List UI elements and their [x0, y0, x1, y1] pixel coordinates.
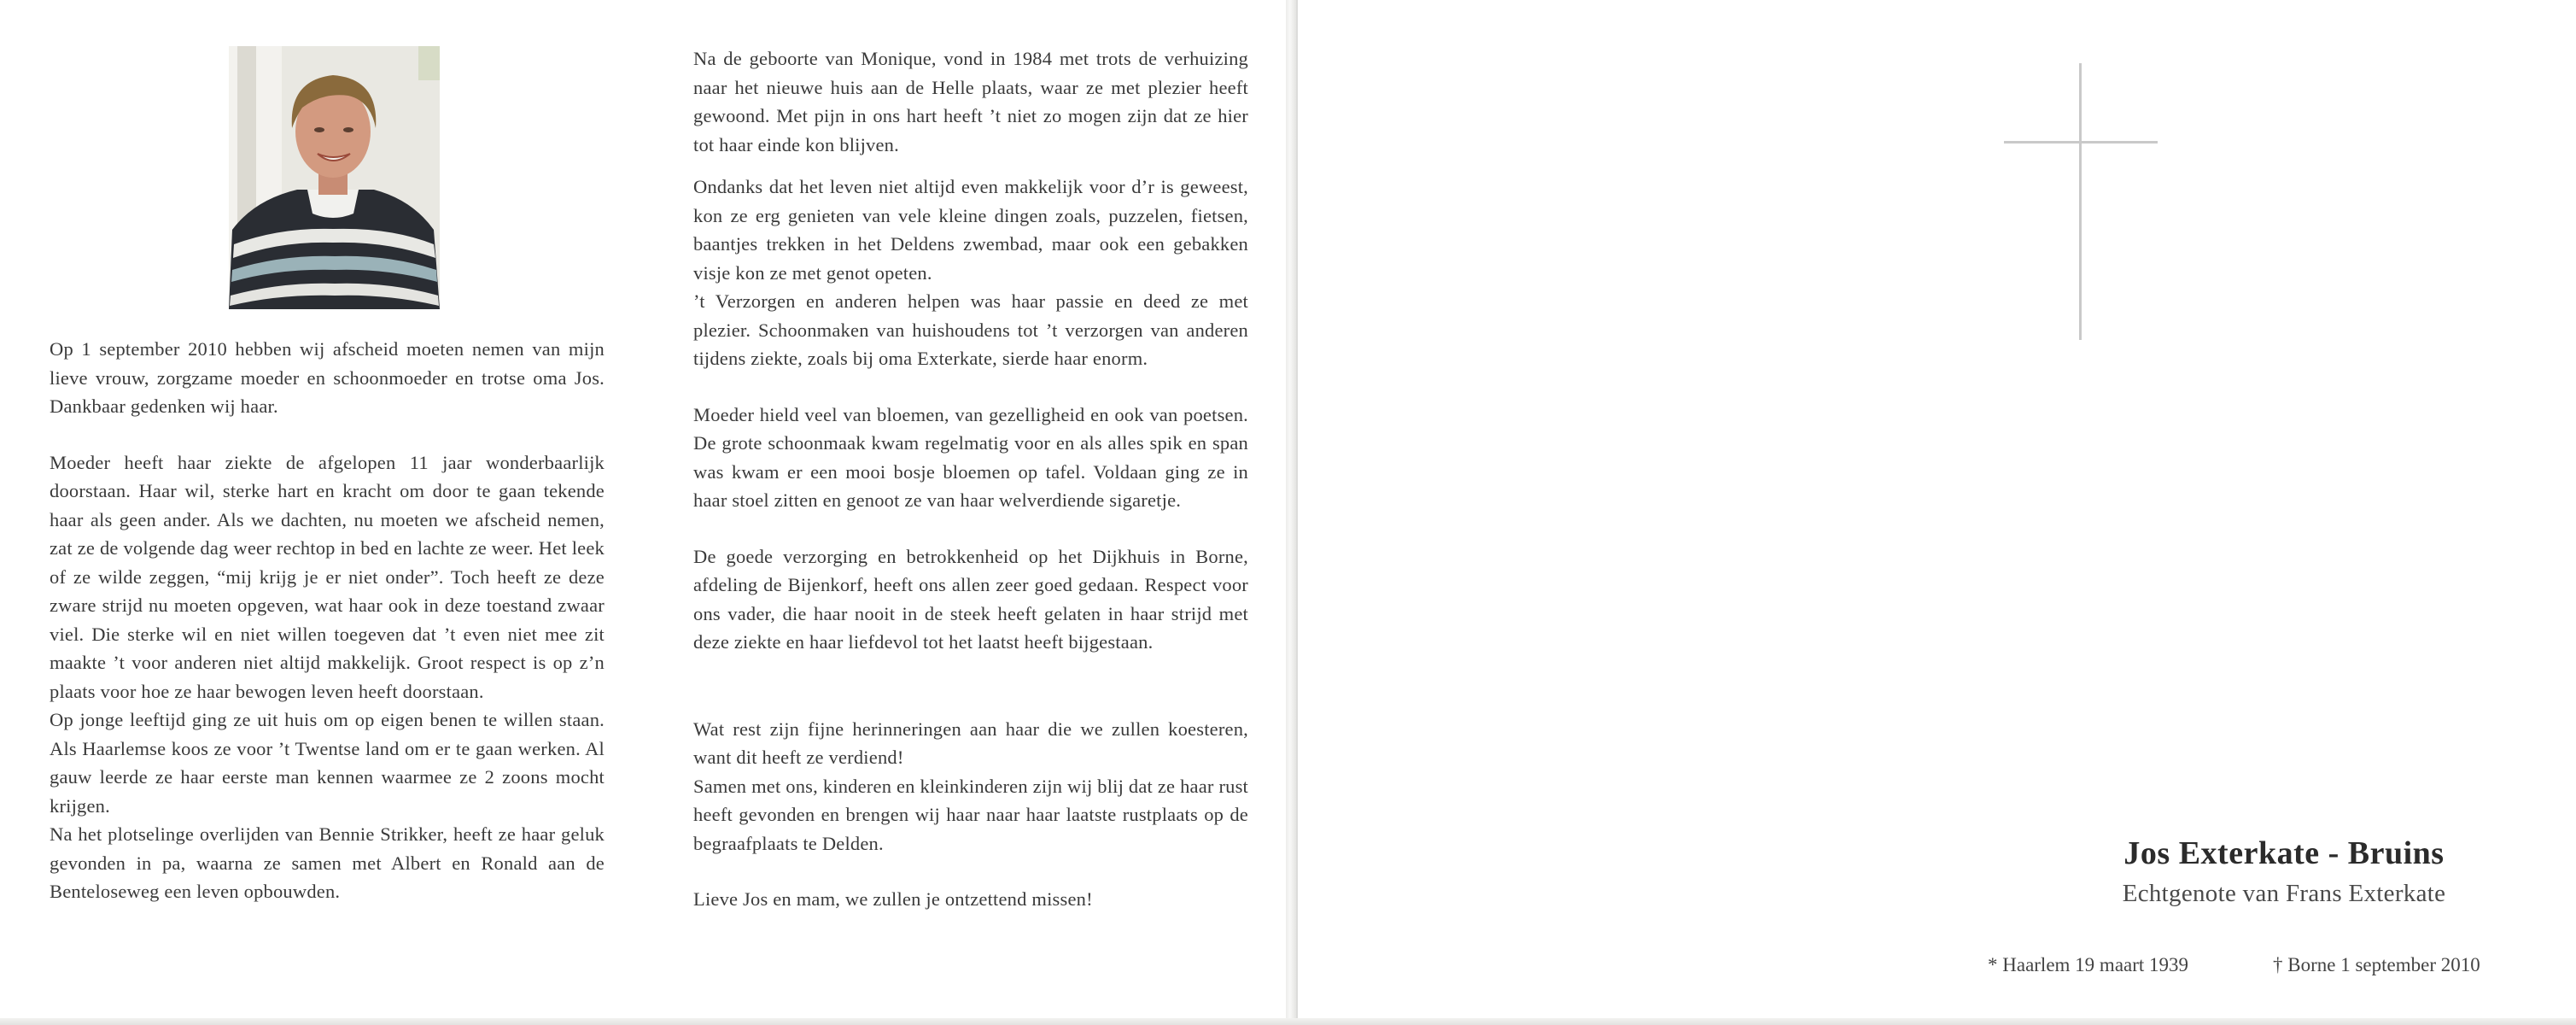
- text-column-left: [50, 335, 605, 906]
- birth-date: * Haarlem 19 maart 1939: [1988, 954, 2189, 975]
- paragraph: Samen met ons, kinderen en kleinkinderen zijn wij blij dat ze haar rust heeft gevonden en brengen wij haar naar haar laatste rustplaats op de begraafplaats te Delden.: [693, 775, 1248, 854]
- portrait-photo: [229, 46, 440, 309]
- spouse-line: Echtgenote van Frans Exterkate: [2122, 880, 2446, 907]
- deceased-name: Jos Exterkate - Bruins: [2123, 835, 2445, 871]
- paragraph: Wat rest zijn fijne herinneringen aan haar die we zullen koesteren, want dit heeft ze verdiend!: [693, 718, 1248, 768]
- text-column-middle: [693, 44, 1248, 914]
- paragraph: De goede verzorging en betrokkenheid op het Dijkhuis in Borne, afdeling de Bijenkorf, heeft ons allen zeer goed gedaan. Respect voor ons vader, die haar nooit in de steek heeft gelaten in haar strijd met deze ziekte en haar liefdevol tot het laatst heeft bijgestaan.: [693, 545, 1248, 653]
- paragraph: Na het plotselinge overlijden van Bennie Strikker, heeft ze haar geluk gevonden in pa, waarna ze samen met Albert en Ronald aan de Benteloseweg een leven opbouwden.: [50, 823, 605, 902]
- paragraph: ’t Verzorgen en anderen helpen was haar passie en deed ze met plezier. Schoonmaken van huishoudens tot ’t verzorgen van anderen tijdens ziekte, zoals bij oma Exterkate, sierde haar enorm.: [693, 290, 1248, 369]
- paragraph: Moeder hield veel van bloemen, van gezelligheid en ook van poetsen. De grote schoonmaak kwam regelmatig voor en als alles spik en span was kwam er een mooi bosje bloemen op tafel. Voldaan ging ze in haar stoel zitten en genoot ze van haar welverdiende sigaretje.: [693, 403, 1248, 511]
- paragraph: Ondanks dat het leven niet altijd even makkelijk voor d’r is geweest, kon ze erg genieten van vele kleine dingen zoals, puzzelen, fietsen, baantjes trekken in het Deldens zwembad, maar ook een gebakken visje kon ze met genot opeten.: [693, 176, 1248, 284]
- paragraph: Lieve Jos en mam, we zullen je ontzettend missen!: [693, 888, 1093, 910]
- paragraph: Op jonge leeftijd ging ze uit huis om op eigen benen te willen staan. Als Haarlemse koos ze voor ’t Twentse land om er te gaan werken. Al gauw leerde ze haar eerste man kennen waarmee ze 2 zoons mocht krijgen.: [50, 709, 605, 817]
- card-bottom-edge: [0, 1018, 2576, 1025]
- paragraph: Na de geboorte van Monique, vond in 1984 met trots de verhuizing naar het nieuwe huis aan de Helle plaats, waar ze met plezier heeft gewoond. Met pijn in ons hart heeft ’t niet zo mogen zijn dat ze hier tot haar einde kon blijven.: [693, 48, 1248, 155]
- paragraph: Moeder heeft haar ziekte de afgelopen 11 jaar wonderbaarlijk doorstaan. Haar wil, sterke hart en kracht om door te gaan tekende haar als geen ander. Als we dachten, nu moeten we afscheid nemen, zat ze de volgende dag weer rechtop in bed en lachte ze weer. Het leek of ze wilde zeggen, “mij krijg je er niet onder”. Toch heeft ze deze zware strijd nu moeten opgeven, wat haar ook in deze toestand zwaar viel. Die sterke wil en niet willen toegeven dat ’t even niet mee zit maakte ’t voor anderen niet altijd makkelijk. Groot respect is op z’n plaats voor hoe ze haar bewogen leven heeft doorstaan.: [50, 451, 605, 702]
- cross-icon: [2004, 63, 2158, 340]
- death-date: † Borne 1 september 2010: [2273, 954, 2480, 975]
- card-fold: [1286, 0, 1296, 1025]
- paragraph: Op 1 september 2010 hebben wij afscheid moeten nemen van mijn lieve vrouw, zorgzame moeder en schoonmoeder en trotse oma Jos. Dankbaar gedenken wij haar.: [50, 338, 605, 417]
